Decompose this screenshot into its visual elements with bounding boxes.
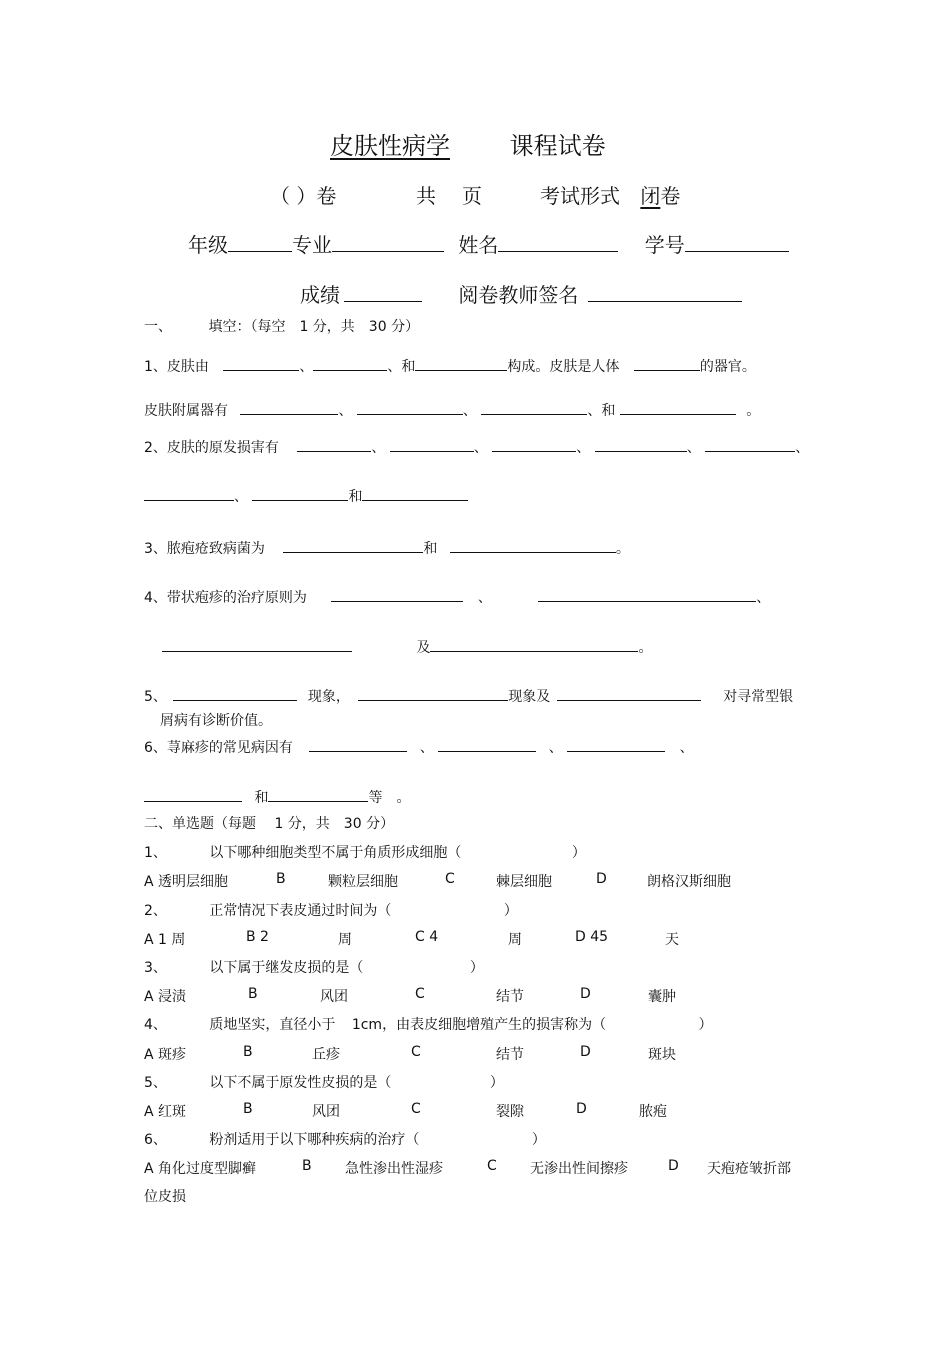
end-mark: 。 (638, 640, 653, 656)
option-c-letter[interactable]: C (445, 871, 455, 887)
mc-number: 6、 (144, 1132, 167, 1148)
option-a[interactable]: A 1 周 (144, 932, 186, 948)
score-row (300, 279, 742, 308)
option-d[interactable]: 脓疱 (639, 1104, 667, 1120)
and-text: 和 (348, 489, 363, 505)
option-c[interactable]: 无渗出性间擦疹 (530, 1161, 628, 1177)
mc-question (144, 900, 518, 920)
blank[interactable] (252, 484, 348, 501)
blank[interactable] (297, 435, 371, 452)
question-2-cont (144, 484, 468, 506)
question-6 (144, 735, 694, 757)
mc-close: ） (531, 1132, 546, 1148)
question-1 (144, 354, 756, 376)
mc-text: 质地坚实，直径小于 (209, 1017, 336, 1033)
option-a[interactable]: A 斑疹 (144, 1047, 187, 1063)
mc-number: 2、 (144, 903, 167, 919)
option-c-letter[interactable]: C (411, 1101, 421, 1117)
sep: 、和 (587, 403, 616, 419)
name-field[interactable] (498, 229, 618, 252)
blank[interactable] (557, 684, 701, 701)
mc-text: 以下不属于原发性皮损的是（ (209, 1075, 392, 1091)
mc-close: ） (489, 1075, 504, 1091)
and-text: 和 (254, 790, 269, 806)
mc-text: 正常情况下表皮通过时间为（ (209, 903, 392, 919)
mc-close: ） (698, 1017, 713, 1033)
mc-text: 以下属于继发皮损的是（ (209, 960, 364, 976)
option-d-wrap: 位皮损 (144, 1189, 186, 1205)
mc-text: 以下哪种细胞类型不属于角质形成细胞（ (209, 845, 462, 861)
section1-title (144, 316, 419, 336)
blank[interactable] (362, 484, 468, 501)
q2-text: 2、皮肤的原发损害有 (144, 440, 279, 456)
blank[interactable] (357, 398, 463, 415)
option-d[interactable]: 朗格汉斯细胞 (647, 874, 731, 890)
option-d-unit[interactable]: 天 (665, 932, 679, 948)
sep: 、 (795, 440, 810, 456)
sep: 、 (756, 590, 771, 606)
blank[interactable] (309, 735, 407, 752)
sep: 、 (686, 440, 701, 456)
option-d[interactable]: 斑块 (648, 1047, 676, 1063)
blank[interactable] (390, 435, 474, 452)
option-b-letter[interactable]: B (243, 1101, 253, 1117)
grade-field[interactable] (228, 229, 292, 252)
option-a[interactable]: A 透明层细胞 (144, 874, 229, 890)
end-mark: 。 (746, 403, 761, 419)
course-name: 皮肤性病学 (330, 132, 450, 160)
section2-title: 二、单选题（每题 1 分，共 30 分） (144, 816, 395, 832)
blank[interactable] (705, 435, 795, 452)
mc-question (144, 1072, 504, 1092)
section1-number: 一、 (144, 319, 172, 335)
q1-text-b: 构成。皮肤是人体 (507, 359, 620, 375)
q5-number: 5、 (144, 689, 167, 705)
end-mark: 。 (615, 541, 630, 557)
q1-sep: 、 (299, 359, 314, 375)
option-d-letter[interactable]: D (596, 871, 607, 887)
question-5 (144, 684, 793, 706)
pages-total-a: 共 (416, 184, 436, 208)
mc-text: 粉剂适用于以下哪种疾病的治疗（ (209, 1132, 420, 1148)
option-a[interactable]: A 浸渍 (144, 989, 187, 1005)
mc-number: 3、 (144, 960, 167, 976)
exam-form-suffix: 卷 (660, 184, 681, 208)
option-b[interactable]: 风团 (320, 989, 348, 1005)
mc-close: ） (571, 845, 586, 861)
exam-form-label: 考试形式 (540, 184, 620, 208)
option-b-letter[interactable]: B (276, 871, 286, 887)
mc-text-2: 1cm，由表皮细胞增殖产生的损害称为（ (351, 1017, 607, 1033)
blank[interactable] (450, 536, 616, 553)
option-c[interactable]: 棘层细胞 (496, 874, 552, 890)
mc-question (144, 842, 586, 862)
mc-question (144, 1014, 713, 1034)
q1-sep: 、和 (387, 359, 416, 375)
option-c-letter[interactable]: C (411, 1044, 421, 1060)
blank[interactable] (430, 635, 638, 652)
section1-title-text: 填空：（每空 1 分，共 30 分） (208, 319, 420, 335)
blank[interactable] (313, 354, 387, 371)
grader-field[interactable] (588, 279, 742, 302)
option-b-letter[interactable]: B (243, 1044, 253, 1060)
sep: 、 (473, 440, 488, 456)
blank[interactable] (620, 398, 736, 415)
blank[interactable] (240, 398, 338, 415)
mc-number: 4、 (144, 1017, 167, 1033)
blank[interactable] (223, 354, 299, 371)
option-c[interactable]: 裂隙 (496, 1104, 524, 1120)
option-c[interactable]: 结节 (496, 989, 524, 1005)
question-5-cont: 屑病有诊断价值。 (160, 713, 272, 729)
mc-question (144, 1129, 546, 1149)
q5-text-a: 现象， (307, 689, 350, 705)
option-d-letter[interactable]: D (580, 986, 591, 1002)
blank[interactable] (173, 684, 297, 701)
and-text: 及 (416, 640, 431, 656)
blank[interactable] (144, 785, 242, 802)
sep: 、 (234, 489, 248, 505)
sep: 、 (419, 740, 434, 756)
option-b-letter[interactable]: B (248, 986, 258, 1002)
sep: 、 (371, 440, 386, 456)
end-mark: 等 。 (368, 790, 411, 806)
option-c-letter[interactable]: C 4 (415, 929, 439, 945)
option-b-letter[interactable]: B (302, 1158, 312, 1174)
question-3 (144, 536, 630, 558)
paper-type: （ ）卷 (270, 184, 337, 208)
option-b[interactable]: 丘疹 (312, 1047, 340, 1063)
sep: 、 (679, 740, 694, 756)
option-b-letter[interactable]: B 2 (246, 929, 269, 945)
blank[interactable] (268, 785, 368, 802)
mc-number: 1、 (144, 845, 167, 861)
option-c-unit[interactable]: 周 (508, 932, 522, 948)
grader-label: 阅卷教师签名 (458, 283, 579, 307)
grade-label: 年级 (188, 233, 228, 257)
blank[interactable] (595, 435, 687, 452)
score-label: 成绩 (300, 283, 340, 307)
and-text: 和 (423, 541, 438, 557)
blank[interactable] (358, 684, 508, 701)
option-a[interactable]: A 红斑 (144, 1104, 187, 1120)
q1-text-c: 的器官。 (699, 359, 756, 375)
info-row (188, 229, 789, 258)
blank[interactable] (438, 735, 536, 752)
blank[interactable] (634, 354, 700, 371)
score-field[interactable] (344, 279, 422, 302)
q3-text: 3、脓疱疮致病菌为 (144, 541, 265, 557)
question-2 (144, 435, 809, 457)
question-6-cont (144, 785, 410, 807)
option-d-letter[interactable]: D 45 (575, 929, 609, 945)
option-d[interactable]: 天疱疮皱折部 (707, 1161, 791, 1177)
blank[interactable] (481, 398, 587, 415)
sep: 、 (338, 403, 353, 419)
q5-text-c: 对寻常型银 (723, 689, 794, 705)
pages-total-b: 页 (462, 184, 482, 208)
option-b-unit[interactable]: 周 (338, 932, 352, 948)
option-c-letter[interactable]: C (415, 986, 425, 1002)
option-d-letter[interactable]: D (576, 1101, 587, 1117)
name-label: 姓名 (458, 233, 499, 257)
student-id-label: 学号 (644, 233, 685, 257)
blank[interactable] (144, 484, 234, 501)
major-field[interactable] (332, 229, 444, 252)
page-title (330, 126, 606, 161)
blank[interactable] (283, 536, 423, 553)
blank[interactable] (492, 435, 576, 452)
exam-form-value: 闭 (640, 184, 661, 208)
major-label: 专业 (292, 233, 332, 257)
sep: 、 (576, 440, 591, 456)
option-c[interactable]: 结节 (496, 1047, 524, 1063)
option-b[interactable]: 颗粒层细胞 (328, 874, 398, 890)
q4-text: 4、带状疱疹的治疗原则为 (144, 590, 307, 606)
blank[interactable] (567, 735, 665, 752)
q6-text: 6、荨麻疹的常见病因有 (144, 740, 293, 756)
q1-text: 1、皮肤由 (144, 359, 209, 375)
title-text: 课程试卷 (509, 132, 606, 160)
mc-question (144, 957, 484, 977)
question-1-appendages (144, 398, 760, 420)
mc-number: 5、 (144, 1075, 167, 1091)
option-b[interactable]: 急性渗出性湿疹 (345, 1161, 443, 1177)
option-d[interactable]: 囊肿 (648, 989, 676, 1005)
exam-form (540, 180, 680, 209)
option-d-letter[interactable]: D (580, 1044, 591, 1060)
question-4-cont (162, 635, 652, 657)
option-b[interactable]: 风团 (312, 1104, 340, 1120)
q5-text-b: 现象及 (508, 689, 551, 705)
sep: 、 (477, 590, 492, 606)
question-4 (144, 585, 770, 607)
option-a[interactable]: A 角化过度型脚癣 (144, 1161, 257, 1177)
option-c-letter[interactable]: C (487, 1158, 497, 1174)
student-id-field[interactable] (685, 229, 789, 252)
sep: 、 (462, 403, 477, 419)
option-d-letter[interactable]: D (668, 1158, 679, 1174)
sep: 、 (548, 740, 563, 756)
blank[interactable] (415, 354, 507, 371)
blank[interactable] (162, 635, 352, 652)
blank[interactable] (538, 585, 756, 602)
blank[interactable] (331, 585, 463, 602)
q1-appendage-text: 皮肤附属器有 (144, 403, 228, 419)
mc-close: ） (469, 960, 484, 976)
mc-close: ） (503, 903, 518, 919)
